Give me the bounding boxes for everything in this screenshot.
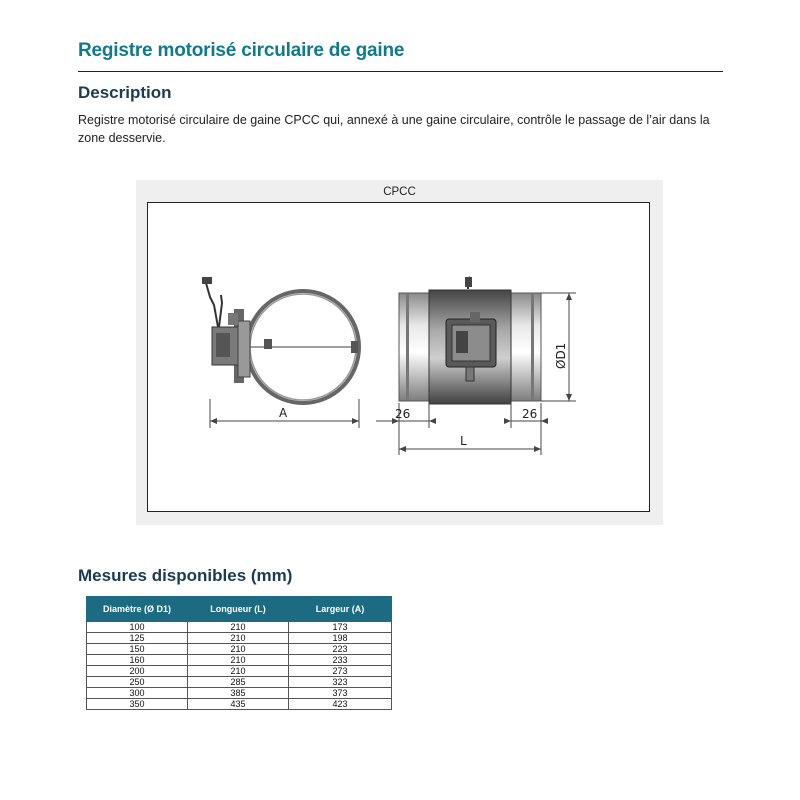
table-header-row [87,597,392,622]
cell-longueur: 285 [188,677,289,688]
table-row [87,699,392,710]
cell-diametre: 300 [87,688,188,699]
table-row [87,633,392,644]
table-row [87,655,392,666]
dimension-d1-label: ØD1 [554,342,568,369]
mesures-heading: Mesures disponibles (mm) [78,566,293,585]
table-row [87,688,392,699]
column-header-diametre: Diamètre (Ø D1) [87,597,188,622]
cell-longueur: 435 [188,699,289,710]
cell-longueur: 385 [188,688,289,699]
cell-diametre: 250 [87,677,188,688]
front-view [202,277,360,403]
cell-longueur: 210 [188,633,289,644]
cell-diametre: 160 [87,655,188,666]
dimension-a-label: A [279,406,288,420]
cell-largeur: 223 [289,644,392,655]
dimension-26-right-label: 26 [522,407,538,421]
cell-largeur: 233 [289,655,392,666]
cell-largeur: 198 [289,633,392,644]
cell-diametre: 350 [87,699,188,710]
column-header-largeur: Largeur (A) [289,597,392,622]
cell-diametre: 125 [87,633,188,644]
column-header-longueur: Longueur (L) [188,597,289,622]
description-text: Registre motorisé circulaire de gaine CPCC qui, annexé à une gaine circulaire, contrôle le passage de l’air dans la zone desservie. [78,113,710,145]
table-row [87,622,392,633]
cell-diametre: 150 [87,644,188,655]
table-row [87,677,392,688]
cell-diametre: 100 [87,622,188,633]
damper-drawing [148,203,651,513]
cell-largeur: 273 [289,666,392,677]
dimensions-table [86,596,392,710]
cell-longueur: 210 [188,644,289,655]
cell-longueur: 210 [188,622,289,633]
cell-largeur: 423 [289,699,392,710]
cell-largeur: 173 [289,622,392,633]
drawing-frame [147,202,650,512]
cell-longueur: 210 [188,666,289,677]
dimension-26-left-label: 26 [395,407,411,421]
page-title: Registre motorisé circulaire de gaine [78,40,405,61]
drawing-caption: CPCC [383,186,416,198]
technical-drawing-panel [136,180,663,525]
description-heading: Description [78,83,172,102]
table-row [87,644,392,655]
side-view [399,277,541,404]
cell-diametre: 200 [87,666,188,677]
table-row [87,666,392,677]
dimension-l-label: L [460,434,467,448]
cell-longueur: 210 [188,655,289,666]
cell-largeur: 373 [289,688,392,699]
cell-largeur: 323 [289,677,392,688]
title-divider [78,71,723,72]
